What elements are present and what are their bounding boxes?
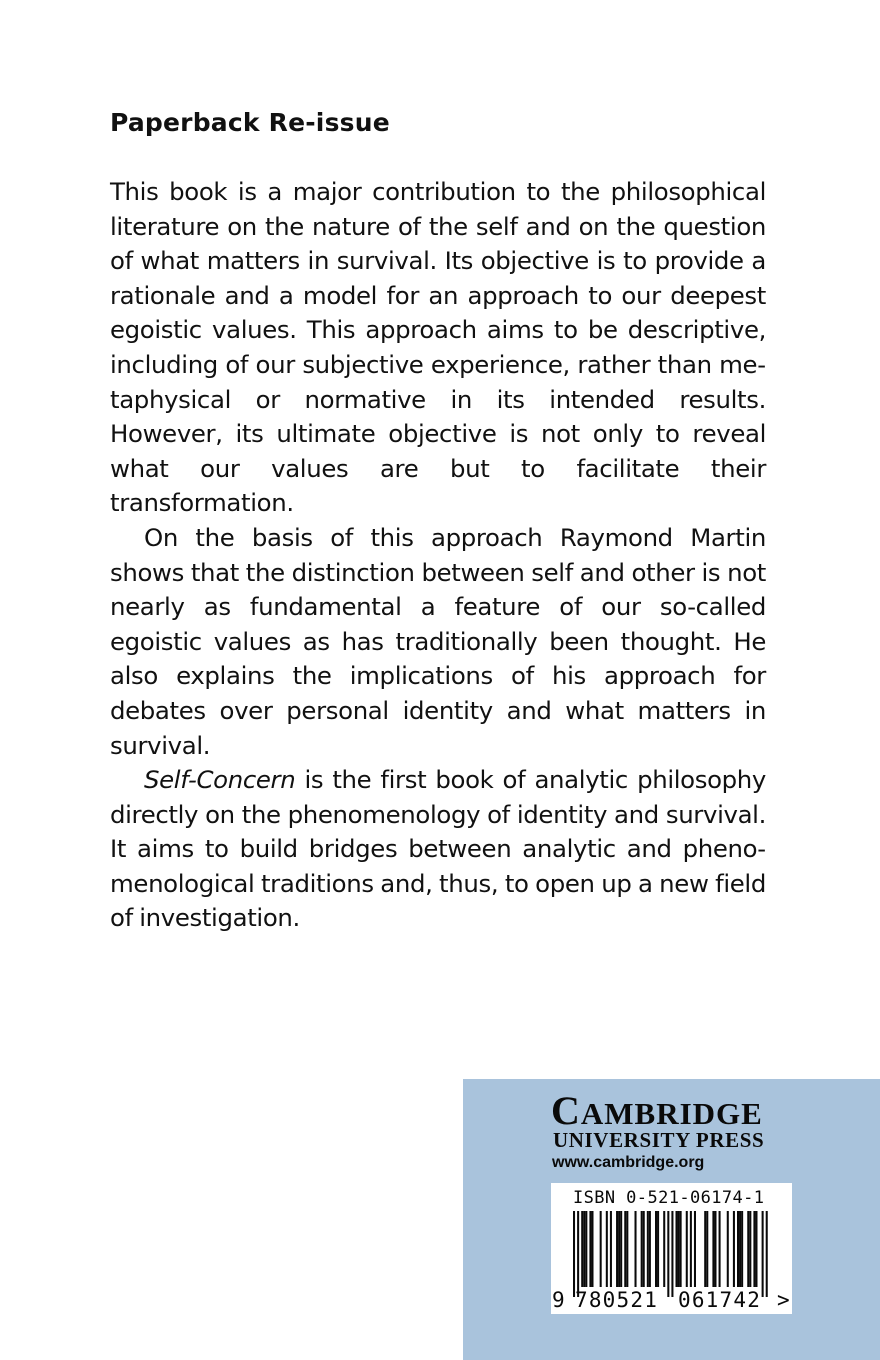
barcode-bar [678, 1211, 680, 1287]
barcode-bar [635, 1211, 637, 1287]
barcode-bar [581, 1211, 583, 1287]
barcode-bar [714, 1211, 716, 1287]
ean-right-group: 061742 [678, 1288, 762, 1312]
barcode-bar [690, 1211, 692, 1287]
blurb-paragraph-2: On the basis of this approach Raymond Martin shows that the distinction between self and other is not nearly as fundamental a feature of our so-called egoistic values as has traditionally been thought. He also explains the implications of his approach for debates over personal identity and what matters in survival. [110, 522, 766, 760]
barcode-bar [663, 1211, 665, 1287]
ean-first-digit: 9 [552, 1288, 565, 1312]
barcode-bar [643, 1211, 645, 1287]
barcode-bar [686, 1211, 688, 1287]
barcode-bar [577, 1211, 579, 1297]
barcode-bar [589, 1211, 591, 1287]
blurb-paragraph-3 [110, 763, 766, 936]
barcode-bar [585, 1211, 587, 1287]
barcode-bar [753, 1211, 755, 1287]
barcode-bar [755, 1211, 757, 1287]
barcode-bar [694, 1211, 696, 1287]
barcode-bar [741, 1211, 743, 1287]
barcode-bar [680, 1211, 682, 1287]
barcode-bar [620, 1211, 622, 1287]
publisher-panel [463, 1079, 880, 1360]
barcode-bar [712, 1211, 714, 1287]
barcode-bar [657, 1211, 659, 1287]
reissue-heading: Paperback Re-issue [110, 108, 390, 137]
barcode-bar [583, 1211, 585, 1287]
barcode-bar [762, 1211, 764, 1297]
isbn-label: ISBN 0-521-06174-1 [573, 1188, 765, 1208]
publisher-name-initial: C [551, 1088, 581, 1133]
ean-digits [551, 1287, 792, 1314]
barcode-bar [600, 1211, 602, 1287]
barcode-block [551, 1183, 792, 1314]
barcode-bar [624, 1211, 626, 1287]
barcode-bar [733, 1211, 735, 1287]
publisher-subtitle: UNIVERSITY PRESS [553, 1128, 765, 1152]
barcode-bar [766, 1211, 768, 1297]
barcode-bar [618, 1211, 620, 1287]
barcode-bar [641, 1211, 643, 1287]
publisher-url: www.cambridge.org [552, 1154, 705, 1171]
barcode-bar [610, 1211, 612, 1287]
barcode-bar [706, 1211, 708, 1287]
barcode-bar [747, 1211, 749, 1287]
barcode-bar [749, 1211, 751, 1287]
barcode-bar [649, 1211, 651, 1287]
barcode-bar [704, 1211, 706, 1287]
blurb-paragraph-3-text: is the first book of analytic philosophy directly on the phenomenology of identity and survival. It aims to build bridges between analytic and phenomenological traditions and, thus, to open up a new field of investigation. [110, 765, 766, 933]
barcode-bar [616, 1211, 618, 1287]
publisher-name [551, 1087, 763, 1134]
barcode-bar [739, 1211, 741, 1287]
barcode-bar [655, 1211, 657, 1287]
barcode-bar [737, 1211, 739, 1287]
barcode-bar [606, 1211, 608, 1287]
barcode-bar [591, 1211, 593, 1287]
barcode-bar [671, 1211, 673, 1297]
barcode-bar [573, 1211, 575, 1297]
barcode-bar [719, 1211, 721, 1287]
barcode-bar [727, 1211, 729, 1287]
barcode-bar [626, 1211, 628, 1287]
book-title-italic: Self-Concern [144, 765, 296, 795]
barcode-bar [667, 1211, 669, 1297]
publisher-name-rest: AMBRIDGE [580, 1096, 763, 1131]
ean-quiet-zone-arrow: > [777, 1288, 790, 1312]
barcode-bar [647, 1211, 649, 1287]
blurb-paragraph-1: This book is a major contribution to the philosophical literature on the nature of the self and on the question of what matters in survival. Its objective is to provide a rationale and a model for an approach to our deepest egoistic values. This approach aims to be descriptive, including of our subjective experience, rather than metaphysical or normative in its intended results. However, its ultimate objective is not only to reveal what our values are but to facilitate their transformation. [110, 177, 766, 518]
ean-left-group: 780521 [575, 1288, 659, 1312]
barcode-bar [676, 1211, 678, 1287]
blurb-text [110, 175, 766, 936]
